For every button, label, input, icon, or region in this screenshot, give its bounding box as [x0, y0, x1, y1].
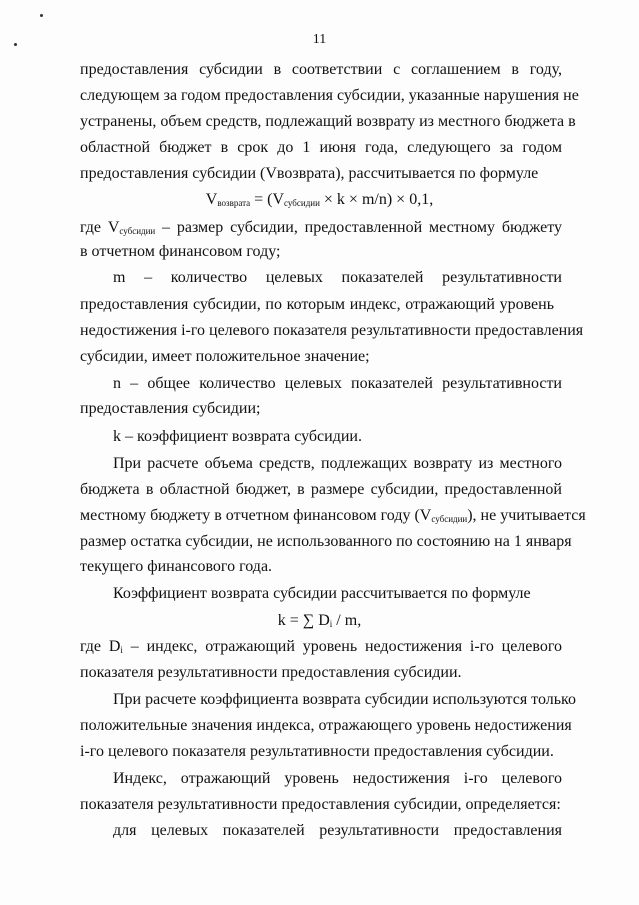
last-line: для целевых показателей результативности предоставления: [113, 822, 562, 839]
text-line: следующем за годом предоставления субсидии, указанные нарушения не: [80, 87, 579, 104]
scan-speck: [40, 14, 43, 17]
formula-sub: субсидии: [284, 198, 320, 208]
formula-refund-volume: [0, 190, 639, 213]
text-line: текущего финансового года.: [80, 558, 273, 575]
text-line: устранены, объем средств, подлежащий возврату из местного бюджета в: [80, 113, 576, 130]
formula-lhs-sub: возврата: [217, 198, 251, 208]
text-line: бюджета в областной бюджет, в размере субсидии, предоставленной: [80, 481, 562, 498]
text-line: положительные значения индекса, отражающего уровень недостижения: [80, 717, 572, 734]
definition-n: n – общее количество целевых показателей результативности: [113, 375, 562, 392]
paragraph-calc: При расчете объема средств, подлежащих возврату из местного: [113, 455, 562, 472]
page-number: 11: [312, 32, 327, 47]
text-line: предоставления субсидии, по которым индекс, отражающий уровень: [80, 296, 554, 313]
text-line: в отчетном финансовом году;: [80, 243, 281, 260]
text-line: предоставления субсидии (Vвозврата), рассчитывается по формуле: [80, 165, 539, 182]
definition-v: где $V_{субсидии}$ – размер субсидии, предоставленной местному бюджету: [80, 219, 563, 236]
text-line: показателя результативности предоставления субсидии.: [80, 664, 462, 681]
coefficient-intro: Коэффициент возврата субсидии рассчитывается по формуле: [113, 585, 531, 602]
text-line: размер остатка субсидии, не использованного по состоянию на 1 января: [80, 533, 572, 550]
text-line: местному бюджету в отчетном финансовом году $(V_{субсидии})$, не учитывается: [80, 507, 586, 524]
formula-coefficient: k = ∑ $D_i$ / m,: [277, 612, 362, 629]
definition-m: m – количество целевых показателей результативности: [113, 269, 562, 286]
paragraph-index: Индекс, отражающий уровень недостижения i-го целевого: [113, 770, 562, 787]
text-line: субсидии, имеет положительное значение;: [80, 348, 370, 365]
formula-rest: × k × m/n) × 0,1,: [319, 191, 434, 208]
definition-k: k – коэффициент возврата субсидии.: [113, 428, 362, 445]
text-line: i-го целевого показателя результативности предоставления субсидии.: [80, 743, 554, 760]
text-line: предоставления субсидии;: [80, 400, 261, 417]
text-line: предоставления субсидии в соответствии с соглашением в году,: [80, 61, 562, 78]
formula-lhs: V: [205, 191, 218, 208]
paragraph-positive: При расчете коэффициента возврата субсидии используются только: [113, 691, 576, 708]
text-line: областной бюджет в срок до 1 июня года, следующего за годом: [80, 139, 562, 156]
text-line: показателя результативности предоставления субсидии, определяется:: [80, 796, 561, 813]
formula-eq: = (V: [250, 191, 285, 208]
definition-d: где $D_i$ – индекс, отражающий уровень недостижения i-го целевого: [80, 638, 563, 655]
text-line: недостижения i-го целевого показателя результативности предоставления: [80, 322, 584, 339]
